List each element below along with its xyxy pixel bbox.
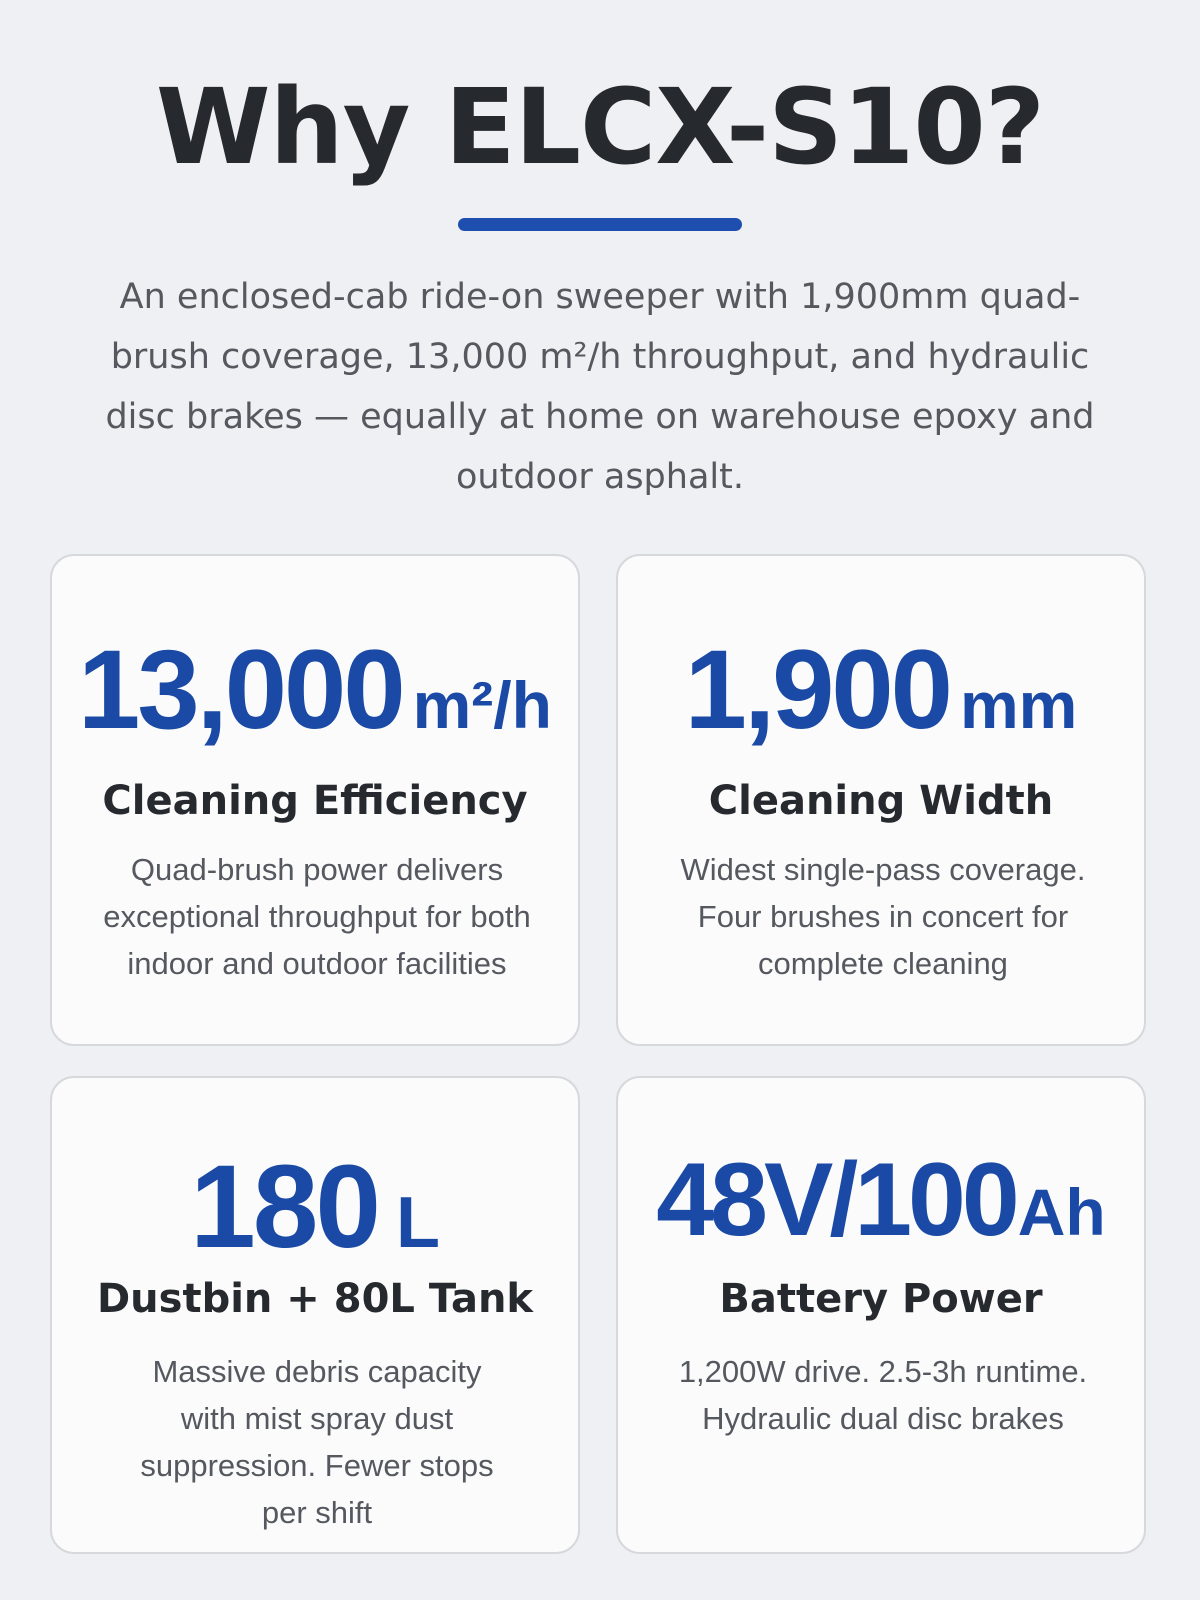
feature-card-dustbin [50,1076,580,1554]
title-accent-bar [458,218,742,231]
feature-description: 1,200W drive. 2.5-3h runtime. Hydraulic dual disc brakes [678,1354,1088,1436]
stat-unit: Ah [1017,1175,1106,1249]
stat-number: 48V/100 [656,1142,1016,1258]
stat-number: 1,900 [684,627,950,752]
feature-description: Quad-brush power delivers exceptional throughput for both indoor and outdoor facilities [103,852,531,981]
stat-value [618,627,1144,752]
feature-label: Dustbin + 80L Tank [96,1276,534,1322]
feature-description: Massive debris capacity with mist spray dust suppression. Fewer stops per shift [140,1354,494,1530]
page-title: Why ELCX-S10? [155,66,1045,188]
intro-text: An enclosed-cab ride-on sweeper with 1,900mm quad-brush coverage, 13,000 m²/h throughput, and hydraulic disc brakes — equally at home on warehouse epoxy and outdoor asphalt. [105,277,1095,497]
stat-unit: L [395,1183,440,1263]
stat-value [618,1142,1144,1258]
feature-label: Battery Power [719,1276,1043,1322]
stat-unit: m²/h [412,668,552,742]
feature-card-cleaning-width [616,554,1146,1046]
stat-number: 180 [190,1141,378,1273]
stat-unit: mm [959,668,1078,742]
stat-value [52,1141,578,1273]
stat-number: 13,000 [78,627,403,752]
feature-label: Cleaning Width [708,778,1054,824]
feature-card-battery-power [616,1076,1146,1554]
feature-description: Widest single-pass coverage. Four brushes in concert for complete cleaning [680,852,1086,981]
feature-card-cleaning-efficiency [50,554,580,1046]
stat-value [52,627,578,752]
feature-label: Cleaning Efficiency [102,778,528,824]
